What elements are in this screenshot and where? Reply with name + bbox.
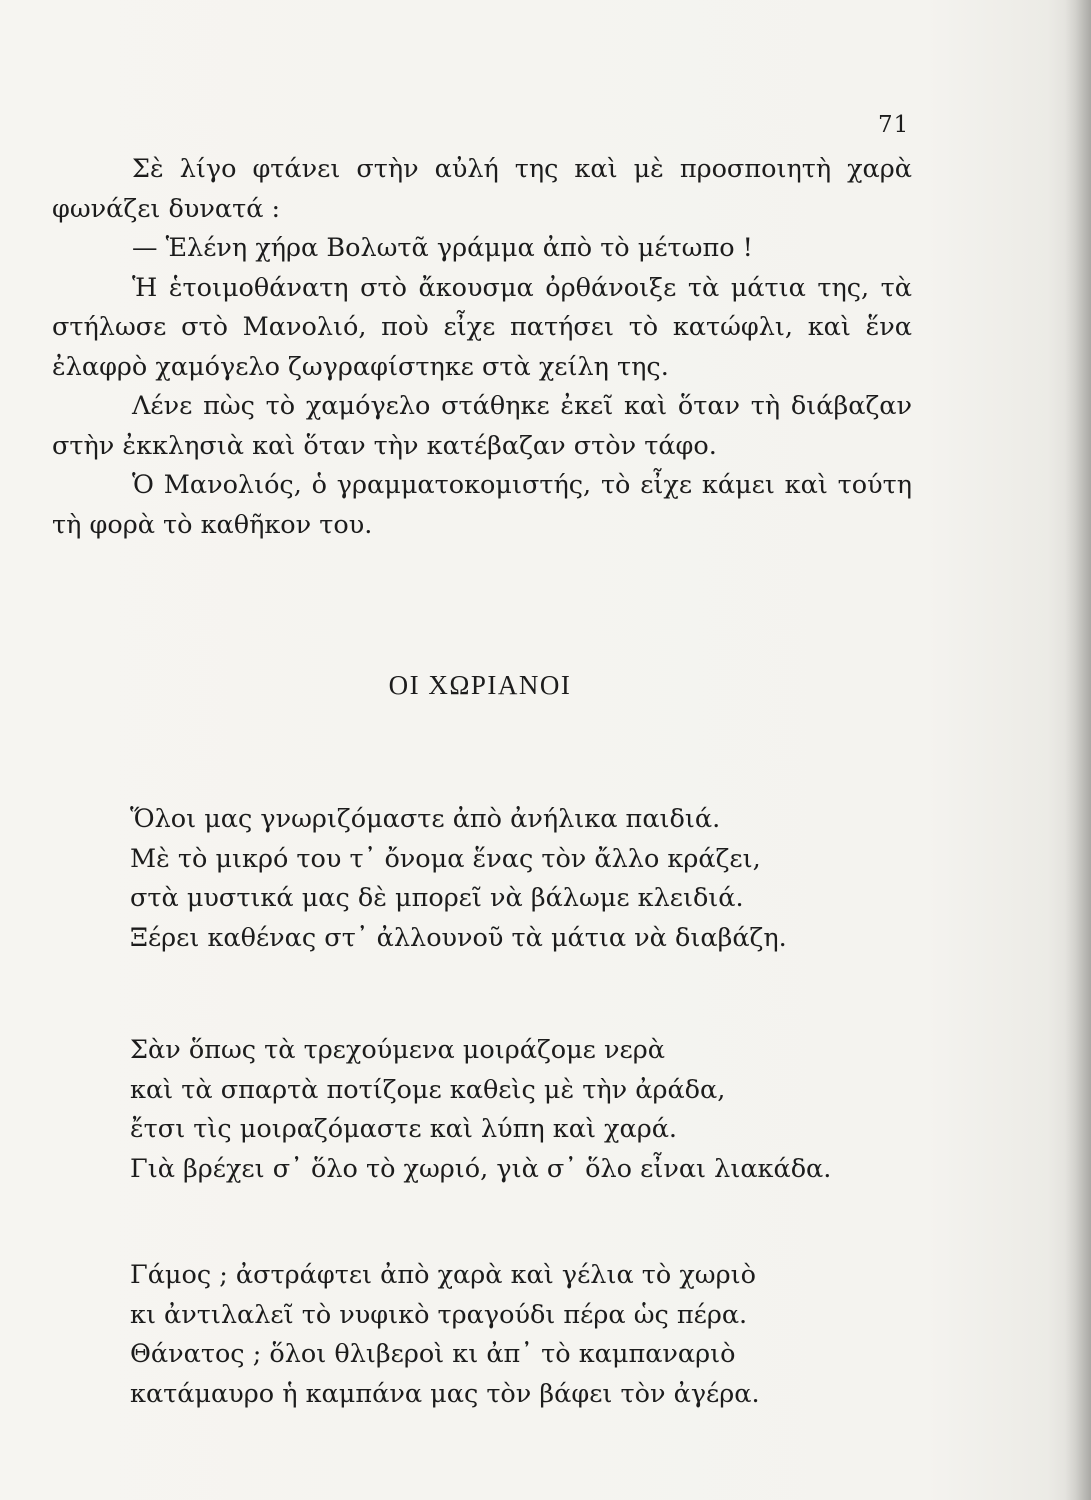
paragraph: Σὲ λίγο φτάνει στὴν αὐλή της καὶ μὲ προσποιητὴ χαρὰ φωνάζει δυνατά :	[52, 154, 912, 224]
verse-line: στὰ μυστικά μας δὲ μπορεῖ νὰ βάλωμε κλειδιά.	[130, 883, 744, 913]
poem-stanza	[130, 800, 910, 958]
page-gutter-shadow	[1065, 0, 1091, 1500]
poem-stanza	[130, 1256, 910, 1414]
verse-line: Γιὰ βρέχει σ᾽ ὅλο τὸ χωριό, γιὰ σ᾽ ὅλο εἶναι λιακάδα.	[130, 1153, 832, 1184]
verse-line: ἔτσι τὶς μοιραζόμαστε καὶ λύπη καὶ χαρά.	[130, 1114, 678, 1144]
verse-line: Σὰν ὅπως τὰ τρεχούμενα μοιράζομε νερὰ	[130, 1035, 665, 1065]
verse-line: Θάνατος ; ὅλοι θλιβεροὶ κι ἀπ᾽ τὸ καμπαναριὸ	[130, 1339, 736, 1369]
prose-section	[52, 150, 912, 545]
verse-line: Ξέρει καθένας στ᾽ ἀλλουνοῦ τὰ μάτια νὰ διαβάζη.	[130, 922, 787, 953]
paragraph: Λένε πὼς τὸ χαμόγελο στάθηκε ἐκεῖ καὶ ὅταν τὴ διάβαζαν στὴν ἐκκλησιὰ καὶ ὅταν τὴν κατέβαζαν στὸν τάφο.	[52, 391, 912, 461]
verse-line: Ὅλοι μας γνωριζόμαστε ἀπὸ ἀνήλικα παιδιά.	[130, 804, 721, 834]
verse-line: Μὲ τὸ μικρό του τ᾽ ὄνομα ἕνας τὸν ἄλλο κράζει,	[130, 843, 761, 874]
paragraph: Ὁ Μανολιός, ὁ γραμματοκομιστής, τὸ εἶχε κάμει καὶ τούτη τὴ φορὰ τὸ καθῆκον του.	[52, 470, 912, 540]
poem-title: ΟΙ ΧΩΡΙΑΝΟΙ	[388, 670, 572, 700]
verse-line: κι ἀντιλαλεῖ τὸ νυφικὸ τραγούδι πέρα ὡς πέρα.	[130, 1299, 748, 1330]
paragraph: — Ἑλένη χήρα Βολωτᾶ γράμμα ἀπὸ τὸ μέτωπο !	[132, 233, 753, 263]
page-number: 71	[878, 112, 910, 138]
poem-stanza	[130, 1031, 910, 1189]
verse-line: καὶ τὰ σπαρτὰ ποτίζομε καθεὶς μὲ τὴν ἀράδα,	[130, 1074, 726, 1105]
verse-line: Γάμος ; ἀστράφτει ἀπὸ χαρὰ καὶ γέλια τὸ χωριὸ	[130, 1260, 756, 1290]
paragraph: Ἡ ἑτοιμοθάνατη στὸ ἄκουσμα ὀρθάνοιξε τὰ μάτια της, τὰ στήλωσε στὸ Μανολιό, ποὺ εἶχε πατήσει τὸ κατώφλι, καὶ ἕνα ἐλαφρὸ χαμόγελο ζωγραφίστηκε στὰ χείλη της.	[52, 272, 912, 382]
verse-line: κατάμαυρο ἡ καμπάνα μας τὸν βάφει τὸν ἀγέρα.	[130, 1378, 760, 1409]
